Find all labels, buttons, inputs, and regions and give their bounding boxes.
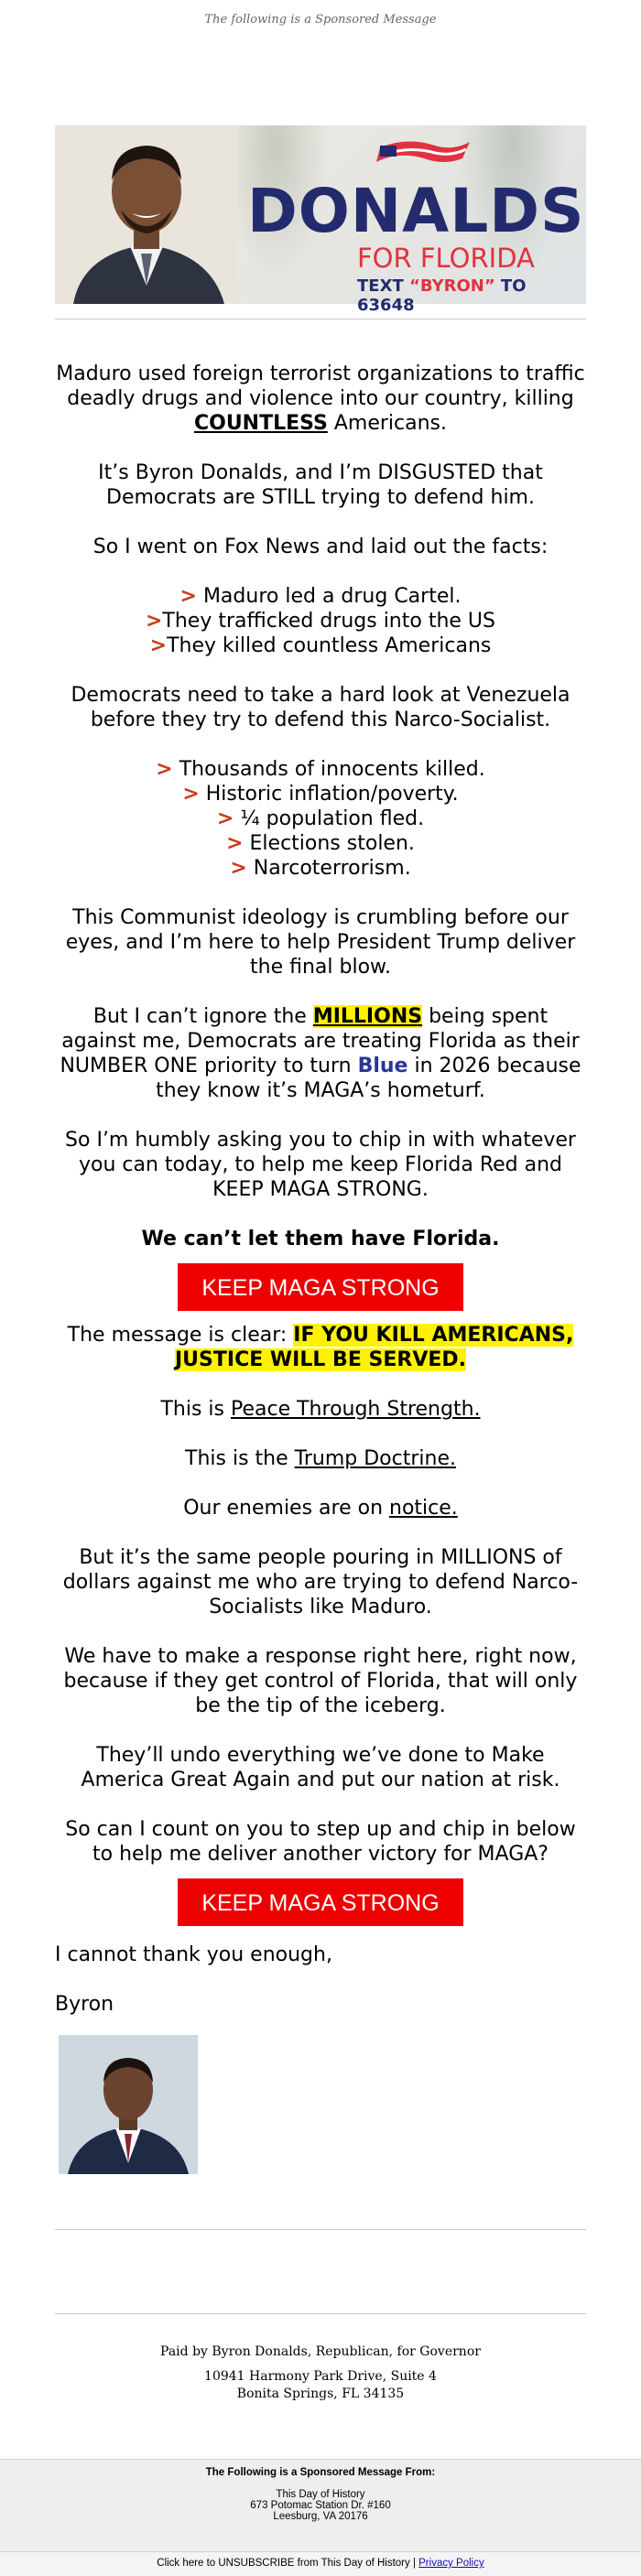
- arrow-icon: >: [149, 634, 168, 657]
- notice-link[interactable]: notice.: [389, 1497, 458, 1520]
- paragraph: So can I count on you to step up and chip in below to help me deliver another victory for MAGA?: [65, 1818, 576, 1866]
- divider: [55, 2313, 586, 2314]
- avatar: [59, 2035, 198, 2174]
- facts-list: [55, 757, 586, 881]
- arrow-icon: >: [182, 783, 200, 806]
- paragraph: Democrats need to take a hard look at Venezuela before they try to defend this Narco-Socialist.: [71, 684, 570, 731]
- list-item: >They killed countless Americans: [149, 634, 492, 657]
- arrow-icon: >: [216, 807, 234, 830]
- divider: [55, 2229, 586, 2230]
- brand-subtitle: FOR FLORIDA: [357, 243, 535, 274]
- candidate-photo: [55, 125, 238, 304]
- list-item: > Elections stolen.: [226, 832, 415, 855]
- paragraph: So I’m humbly asking you to chip in with whatever you can today, to help me keep Florida Red and KEEP MAGA STRONG.: [65, 1129, 576, 1201]
- sponsor-box: The Following is a Sponsored Message From: This Day of History 673 Potomac Station Dr. #160 Leesburg, VA 20176: [0, 2459, 641, 2552]
- paragraph-bold: We can’t let them have Florida.: [141, 1228, 500, 1250]
- keep-maga-strong-button[interactable]: KEEP MAGA STRONG: [178, 1263, 463, 1311]
- paragraph: The message is clear: IF YOU KILL AMERICANS, JUSTICE WILL BE SERVED.: [67, 1324, 574, 1371]
- paragraph: This is Peace Through Strength.: [160, 1398, 481, 1421]
- unsubscribe-bar: [0, 2552, 641, 2576]
- unsubscribe-link[interactable]: Click here to UNSUBSCRIBE from This Day of History |: [157, 2558, 419, 2569]
- peace-link[interactable]: Peace Through Strength.: [231, 1398, 481, 1421]
- paragraph: Maduro used foreign terrorist organizations to traffic deadly drugs and violence into our country, killing COUNTLESS Americans.: [56, 363, 585, 435]
- florida-flag-icon: [371, 136, 472, 173]
- signature: Byron: [55, 1993, 114, 2016]
- arrow-icon: >: [230, 857, 247, 880]
- paragraph: This is the Trump Doctrine.: [185, 1447, 456, 1470]
- arrow-icon: >: [179, 585, 197, 608]
- sponsored-note: The following is a Sponsored Message: [204, 13, 437, 27]
- list-item: > ¼ population fled.: [216, 807, 425, 830]
- paragraph: This Communist ideology is crumbling before our eyes, and I’m here to help President Trump deliver the final blow.: [65, 906, 576, 979]
- paragraph: So I went on Fox News and laid out the facts:: [92, 536, 549, 558]
- arrow-icon: >: [156, 758, 173, 781]
- paragraph: But I can’t ignore the MILLIONS being spent against me, Democrats are treating Florida as their NUMBER ONE priority to turn Blue in 2026 because they know it’s MAGA’s hometurf.: [60, 1005, 581, 1102]
- paragraph: They’ll undo everything we’ve done to Make America Great Again and put our nation at risk.: [81, 1744, 560, 1791]
- arrow-icon: >: [145, 610, 163, 633]
- arrow-icon: >: [226, 832, 244, 855]
- paragraph: But it’s the same people pouring in MILLIONS of dollars against me who are trying to defend Narco-Socialists like Maduro.: [62, 1546, 579, 1618]
- paid-for-disclaimer: Paid by Byron Donalds, Republican, for Governor 10941 Harmony Park Drive, Suite 4 Bonita Springs, FL 34135: [160, 2344, 481, 2401]
- list-item: > Thousands of innocents killed.: [156, 758, 485, 781]
- keep-maga-strong-button-2[interactable]: KEEP MAGA STRONG: [178, 1878, 463, 1926]
- brand-name: DONALDS: [247, 176, 585, 246]
- campaign-banner[interactable]: [55, 125, 586, 315]
- list-item: > Narcoterrorism.: [230, 857, 411, 880]
- facts-list: [55, 584, 586, 658]
- list-item: > Maduro led a drug Cartel.: [179, 585, 462, 608]
- highlight: IF YOU KILL AMERICANS, JUSTICE WILL BE SERVED.: [174, 1324, 574, 1371]
- email-body: [55, 362, 586, 2174]
- paragraph: Our enemies are on notice.: [183, 1497, 458, 1520]
- paragraph: We have to make a response right here, right now, because if they get control of Florida, that will only be the tip of the iceberg.: [63, 1645, 578, 1717]
- list-item: >They trafficked drugs into the US: [145, 610, 495, 633]
- trump-doctrine-link[interactable]: Trump Doctrine.: [294, 1447, 456, 1470]
- highlight: MILLIONS: [312, 1005, 423, 1028]
- closing-line: I cannot thank you enough,: [55, 1943, 332, 1966]
- paragraph: It’s Byron Donalds, and I’m DISGUSTED that Democrats are STILL trying to defend him.: [98, 461, 543, 509]
- list-item: > Historic inflation/poverty.: [182, 783, 459, 806]
- privacy-policy-link[interactable]: Privacy Policy: [418, 2558, 484, 2569]
- text-to-donate: TEXT “BYRON” TO 63648: [357, 276, 527, 315]
